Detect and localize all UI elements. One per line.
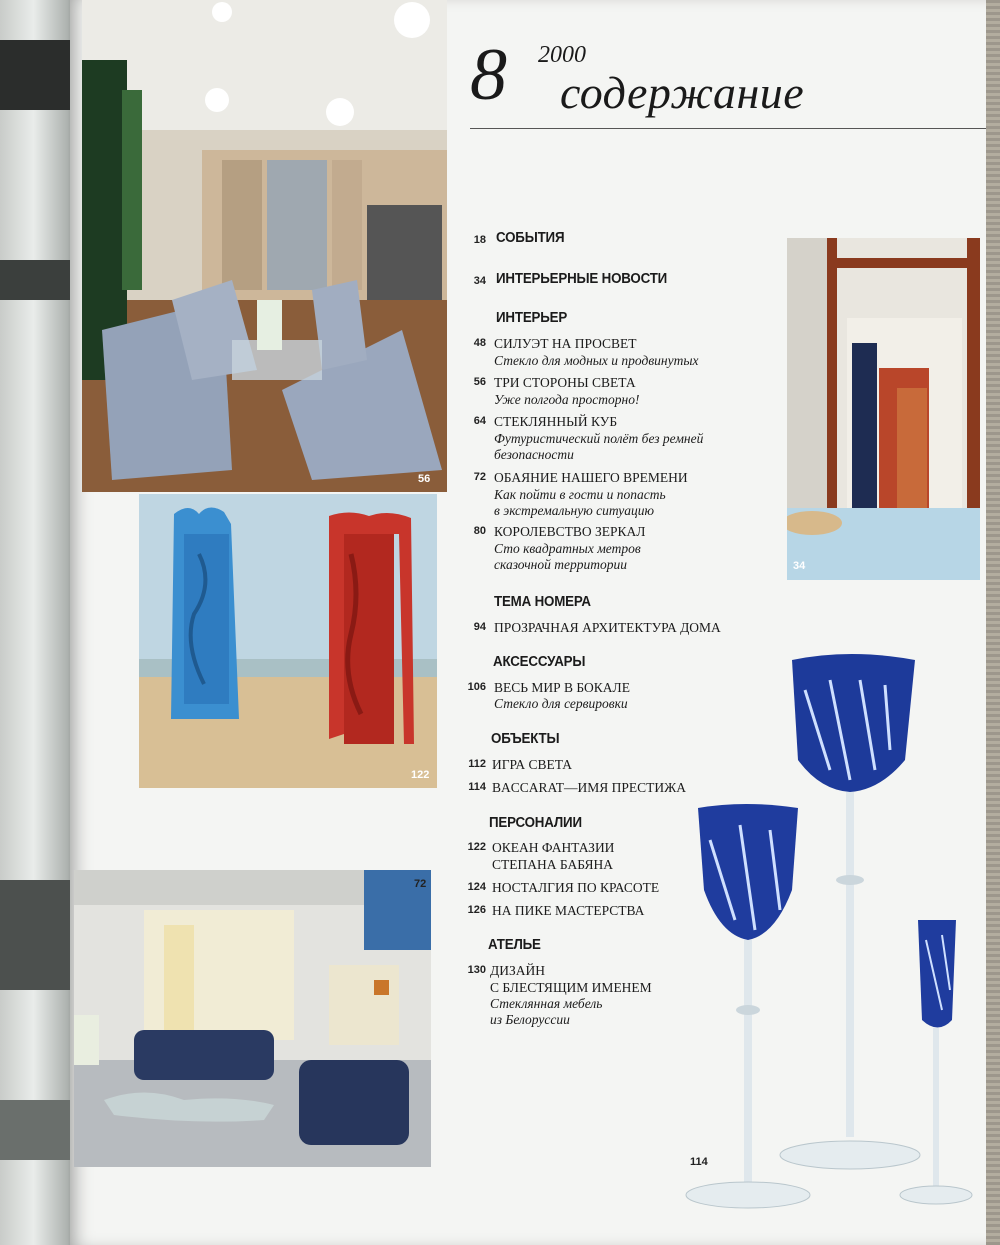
toc-article-title: СТЕПАНА БАБЯНА [492, 857, 613, 872]
toc-page-number: 72 [473, 471, 486, 483]
photo-page-number: 122 [411, 769, 430, 781]
photo-page-number: 56 [418, 473, 431, 485]
toc-section-title: СОБЫТИЯ [496, 230, 565, 246]
toc-article-title: НОСТАЛГИЯ ПО КРАСОТЕ [492, 880, 660, 895]
toc-page-number: 34 [473, 275, 486, 287]
toc-section-heading: АКСЕССУАРЫ [493, 654, 586, 670]
toc-article-title: ПРОЗРАЧНАЯ АРХИТЕКТУРА ДОМА [494, 620, 721, 635]
toc-article-subtitle: сказочной территории [494, 557, 627, 572]
toc-page-number: 80 [473, 525, 486, 537]
issue-year: 2000 [538, 42, 586, 68]
photo-baccarat-glasses [680, 650, 980, 1218]
photo-page-number: 72 [414, 878, 427, 890]
toc-article-title: ДИЗАЙН [490, 963, 545, 978]
toc-page-number: 94 [473, 621, 486, 633]
toc-article-title: СТЕКЛЯННЫЙ КУБ [494, 414, 618, 429]
toc-section-heading: АТЕЛЬЕ [488, 937, 541, 953]
toc-article-subtitle: Стекло для модных и продвинутых [494, 353, 699, 368]
photo-dining-room [82, 0, 447, 492]
book-edge [986, 0, 1000, 1245]
toc-article-subtitle: Стеклянная мебель [490, 996, 603, 1011]
photo-doors-beach [139, 494, 437, 788]
toc-section-heading: ТЕМА НОМЕРА [494, 594, 591, 610]
toc-article-title: ИГРА СВЕТА [492, 757, 573, 772]
header-rule [470, 128, 988, 129]
toc-article-title: С БЛЕСТЯЩИМ ИМЕНЕМ [490, 980, 652, 995]
toc-article-title: СИЛУЭТ НА ПРОСВЕТ [494, 336, 637, 351]
toc-article-title: BACCARAT—ИМЯ ПРЕСТИЖА [492, 780, 686, 795]
toc-section-heading: ОБЪЕКТЫ [491, 731, 560, 747]
toc-article-title: ВЕСЬ МИР В БОКАЛЕ [494, 680, 630, 695]
toc-page-number: 122 [467, 841, 486, 853]
toc-article-subtitle: в экстремальную ситуацию [494, 503, 655, 518]
toc-page-number: 126 [467, 904, 486, 916]
toc-page-number: 124 [467, 881, 486, 893]
toc-article-title: ОКЕАН ФАНТАЗИИ [492, 840, 615, 855]
toc-title: содержание [560, 67, 805, 118]
toc-article-title: НА ПИКЕ МАСТЕРСТВА [492, 903, 645, 918]
toc-page-number: 130 [467, 964, 486, 976]
toc-article-title: ОБАЯНИЕ НАШЕГО ВРЕМЕНИ [494, 470, 688, 485]
toc-page-number: 64 [473, 415, 486, 427]
toc-article-subtitle: Стекло для сервировки [494, 696, 628, 711]
toc-page-number: 48 [473, 337, 486, 349]
toc-article-title: КОРОЛЕВСТВО ЗЕРКАЛ [494, 524, 646, 539]
toc-section-heading: ИНТЕРЬЕР [496, 310, 568, 326]
toc-section-title: ИНТЕРЬЕРНЫЕ НОВОСТИ [496, 271, 668, 287]
toc-header [470, 34, 988, 133]
toc-article-subtitle: Сто квадратных метров [494, 541, 641, 556]
toc-page-number: 18 [473, 234, 486, 246]
toc-page-number: 112 [468, 758, 486, 770]
toc-article-title: ТРИ СТОРОНЫ СВЕТА [494, 375, 636, 390]
toc-article-subtitle: Как пойти в гости и попасть [494, 487, 666, 502]
toc-section-heading: ПЕРСОНАЛИИ [489, 815, 582, 831]
toc-article-subtitle: безопасности [494, 447, 574, 462]
photo-page-number: 34 [793, 560, 806, 572]
toc-page-number: 114 [468, 781, 486, 793]
toc-article-subtitle: из Белоруссии [490, 1012, 570, 1027]
toc-article-subtitle: Футуристический полёт без ремней [494, 431, 704, 446]
toc-page-number: 106 [467, 681, 486, 693]
issue-number: 8 [470, 34, 507, 116]
toc-article-subtitle: Уже полгода просторно! [494, 392, 640, 407]
photo-corridor [787, 238, 980, 580]
photo-page-number: 114 [690, 1156, 708, 1168]
photo-living-room [74, 870, 431, 1167]
toc-page-number: 56 [473, 376, 486, 388]
